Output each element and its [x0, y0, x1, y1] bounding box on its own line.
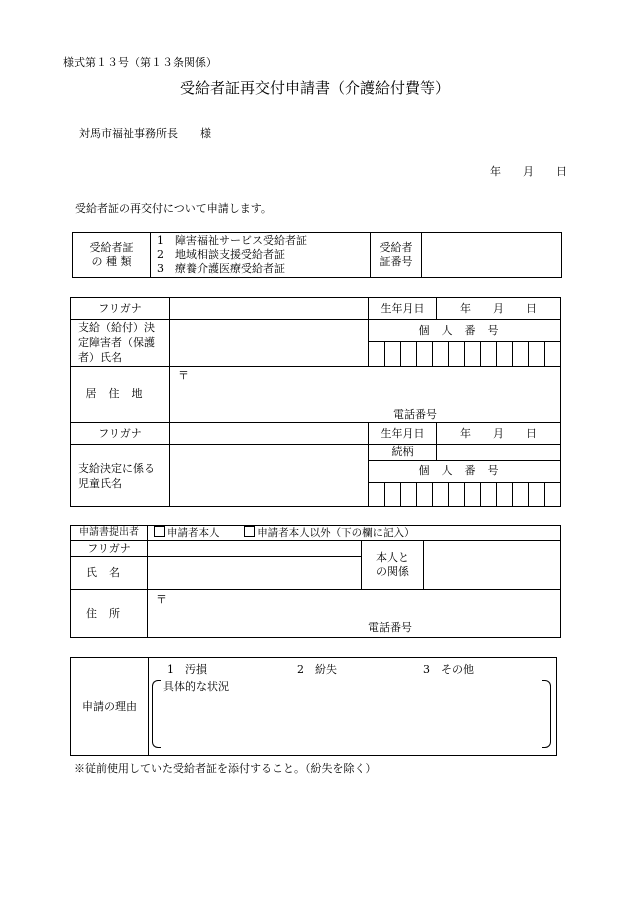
- cert-type-table: [72, 232, 562, 278]
- submitter-relation-label: 本人と の関係: [362, 541, 424, 590]
- phone-label: 電話番号: [393, 407, 437, 421]
- child-furigana-field[interactable]: [170, 423, 369, 445]
- reason-option-1[interactable]: 1 汚損: [167, 663, 207, 676]
- detail-label: 具体的な状況: [163, 680, 229, 693]
- reason-table: [70, 657, 557, 756]
- form-number: 様式第１３号（第１３条関係）: [63, 56, 217, 69]
- child-relation-label: 続柄: [369, 445, 437, 460]
- submitter-postal-mark: 〒: [156, 593, 167, 606]
- cert-option-2[interactable]: 2 地域相談支援受給者証: [157, 248, 285, 261]
- reason-label: 申請の理由: [71, 658, 149, 756]
- cert-type-label: 受給者証 の 種 類: [73, 233, 151, 278]
- detail-bracket-left: [152, 680, 161, 748]
- date-line: 年 月 日: [490, 165, 567, 178]
- applicant-mynumber-label: 個人番号: [369, 320, 561, 342]
- cert-number-field[interactable]: [422, 233, 562, 278]
- cert-option-3[interactable]: 3 療養介護医療受給者証: [157, 262, 285, 275]
- submitter-other-option[interactable]: 申請者本人以外（下の欄に記入）: [244, 527, 415, 539]
- submitter-furigana-label: フリガナ: [71, 541, 148, 557]
- addressee: 対馬市福祉事務所長 様: [79, 127, 211, 140]
- applicant-birth-field[interactable]: 年 月 日: [437, 298, 561, 320]
- address-field[interactable]: [170, 366, 561, 423]
- applicant-birth-label: 生年月日: [369, 298, 437, 320]
- submitter-relation-field[interactable]: [424, 541, 561, 590]
- detail-bracket-right: [542, 680, 551, 748]
- child-mynumber-field[interactable]: [369, 482, 561, 506]
- child-relation-field[interactable]: [437, 445, 561, 460]
- child-birth-label: 生年月日: [369, 423, 437, 445]
- postal-mark: 〒: [178, 368, 189, 382]
- submitter-furigana-field[interactable]: [148, 541, 362, 557]
- cert-type-options[interactable]: [151, 233, 371, 278]
- submitter-self-option[interactable]: 申請者本人: [154, 527, 220, 539]
- reason-option-2[interactable]: 2 紛失: [297, 663, 337, 676]
- child-name-field[interactable]: [170, 445, 369, 507]
- submitter-name-label: 氏名: [71, 557, 148, 590]
- applicant-name-label: 支給（給付）決定障害者（保護者）氏名: [71, 320, 170, 366]
- submitter-table: [70, 525, 561, 638]
- reason-field[interactable]: [149, 658, 557, 756]
- attachment-note: ※従前使用していた受給者証を添付すること。（紛失を除く）: [74, 762, 377, 775]
- submitter-label: 申請書提出者: [71, 526, 148, 541]
- cert-option-1[interactable]: 1 障害福祉サービス受給者証: [157, 234, 307, 247]
- reason-option-3[interactable]: 3 その他: [423, 663, 474, 676]
- child-birth-field[interactable]: 年 月 日: [437, 423, 561, 445]
- applicant-furigana-field[interactable]: [170, 298, 369, 320]
- cert-number-label: 受給者 証番号: [371, 233, 422, 278]
- submitter-phone-label: 電話番号: [368, 621, 412, 634]
- child-furigana-label: フリガナ: [71, 423, 170, 445]
- address-label: 居住地: [71, 366, 170, 423]
- applicant-name-field[interactable]: [170, 320, 369, 366]
- submitter-name-field[interactable]: [148, 557, 362, 590]
- applicant-mynumber-field[interactable]: [369, 342, 561, 366]
- checkbox[interactable]: [244, 526, 255, 537]
- child-name-label: 支給決定に係る児童氏名: [71, 445, 170, 507]
- page-title: 受給者証再交付申請書（介護給付費等）: [179, 79, 450, 97]
- submitter-address-field[interactable]: [148, 590, 561, 638]
- submitter-options: [148, 526, 561, 541]
- submitter-address-label: 住所: [71, 590, 148, 638]
- applicant-furigana-label: フリガナ: [71, 298, 170, 320]
- child-mynumber-label: 個人番号: [369, 460, 561, 482]
- checkbox[interactable]: [154, 526, 165, 537]
- applicant-table: [70, 297, 561, 507]
- intro-text: 受給者証の再交付について申請します。: [75, 202, 272, 215]
